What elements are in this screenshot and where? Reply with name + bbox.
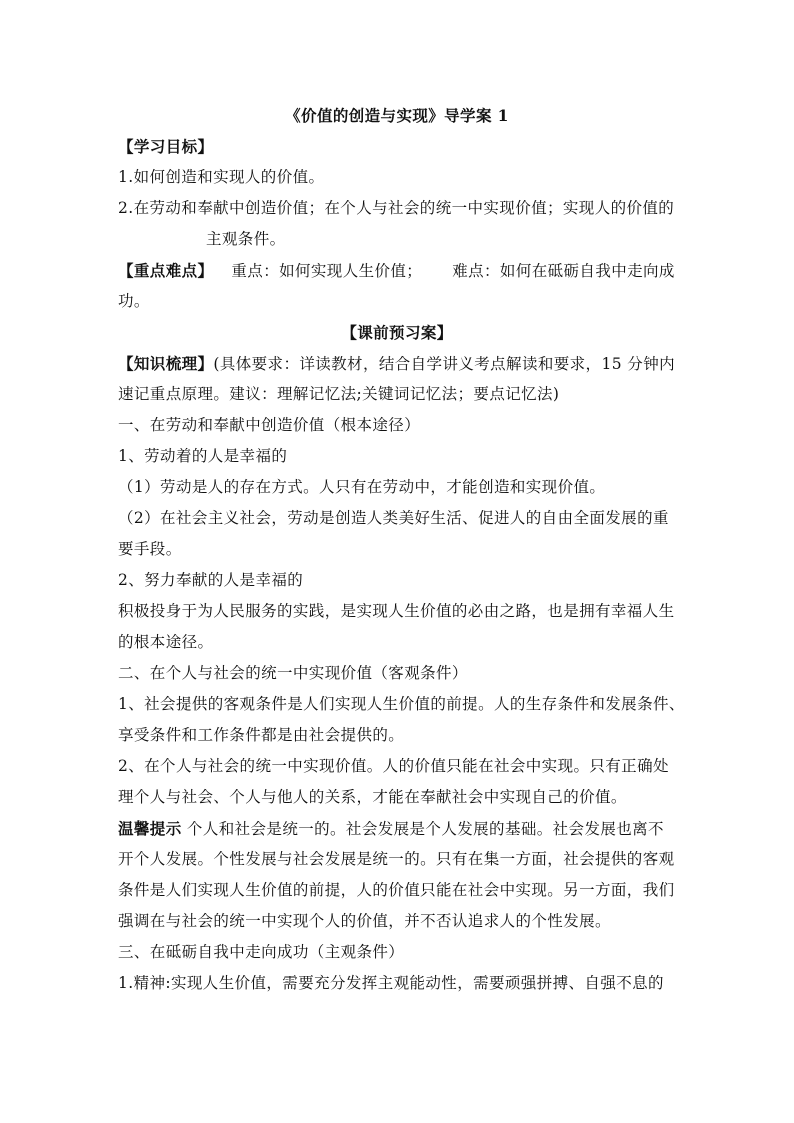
goals-heading: 【学习目标】 xyxy=(118,137,214,156)
document-title: 《价值的创造与实现》导学案 1 xyxy=(285,106,509,125)
part1-title: 一、在劳动和奉献中创造价值（根本途径） xyxy=(118,416,421,434)
preview-section-title: 【课前预习案】 xyxy=(341,323,453,342)
goal-item-2-cont: 主观条件。 xyxy=(206,230,286,248)
key-point-text: 重点：如何实现人生价值； xyxy=(231,262,423,280)
goal-item-2: 2.在劳动和奉献中创造价值；在个人与社会的统一中实现价值；实现人的价值的 xyxy=(118,199,675,217)
difficult-point-cont: 功。 xyxy=(118,292,150,310)
document-page xyxy=(118,100,685,999)
part2-p1-cont: 享受条件和工作条件都是由社会提供的。 xyxy=(118,726,405,744)
part1-sub2: 2、努力奉献的人是幸福的 xyxy=(118,571,304,589)
part1-p2: （2）在社会主义社会，劳动是创造人类美好生活、促进人的自由全面发展的重 xyxy=(118,509,669,527)
goal-item-1: 1.如何创造和实现人的价值。 xyxy=(118,168,325,186)
tip-line-2: 开个人发展。个性发展与社会发展是统一的。只有在集一方面，社会提供的客观 xyxy=(118,850,675,868)
tip-line-4: 强调在与社会的统一中实现个人的价值，并不否认追求人的个性发展。 xyxy=(118,912,611,930)
tip-text: 个人和社会是统一的。社会发展是个人发展的基础。社会发展也离不 xyxy=(181,820,664,838)
key-points-heading: 【重点难点】 xyxy=(118,261,214,280)
part3-p1: 1.精神:实现人生价值，需要充分发挥主观能动性，需要顽强拼搏、自强不息的 xyxy=(118,974,664,992)
key-points-line xyxy=(118,255,676,286)
knowledge-line-1 xyxy=(118,348,676,379)
tip-line-1 xyxy=(118,813,676,844)
part1-p3-cont: 的根本途径。 xyxy=(118,633,214,651)
part1-p2-cont: 要手段。 xyxy=(118,540,182,558)
tip-label: 温馨提示 xyxy=(118,819,182,838)
part2-p2-cont: 理个人与社会、个人与他人的关系，才能在奉献社会中实现自己的价值。 xyxy=(118,788,627,806)
part2-p1: 1、社会提供的客观条件是人们实现人生价值的前提。人的生存条件和发展条件、 xyxy=(118,695,685,713)
part1-sub1: 1、劳动着的人是幸福的 xyxy=(118,447,288,465)
part2-p2: 2、在个人与社会的统一中实现价值。人的价值只能在社会中实现。只有正确处 xyxy=(118,757,669,775)
part1-p3: 积极投身于为人民服务的实践，是实现人生价值的必由之路，也是拥有幸福人生 xyxy=(118,602,675,620)
knowledge-heading: 【知识梳理】 xyxy=(118,354,214,373)
knowledge-requirement: (具体要求：详读教材，结合自学讲义考点解读和要求，15 分钟内 xyxy=(213,355,676,373)
part2-title: 二、在个人与社会的统一中实现价值（客观条件） xyxy=(118,664,468,682)
knowledge-line-2: 速记重点原理。建议：理解记忆法;关键词记忆法；要点记忆法) xyxy=(118,385,560,403)
part1-p1: （1）劳动是人的存在方式。人只有在劳动中，才能创造和实现价值。 xyxy=(118,478,606,496)
tip-line-3: 条件是人们实现人生价值的前提，人的价值只能在社会中实现。另一方面，我们 xyxy=(118,881,675,899)
part3-title: 三、在砥砺自我中走向成功（主观条件） xyxy=(118,943,405,961)
difficult-point-text: 难点：如何在砥砺自我中走向成 xyxy=(452,262,675,280)
